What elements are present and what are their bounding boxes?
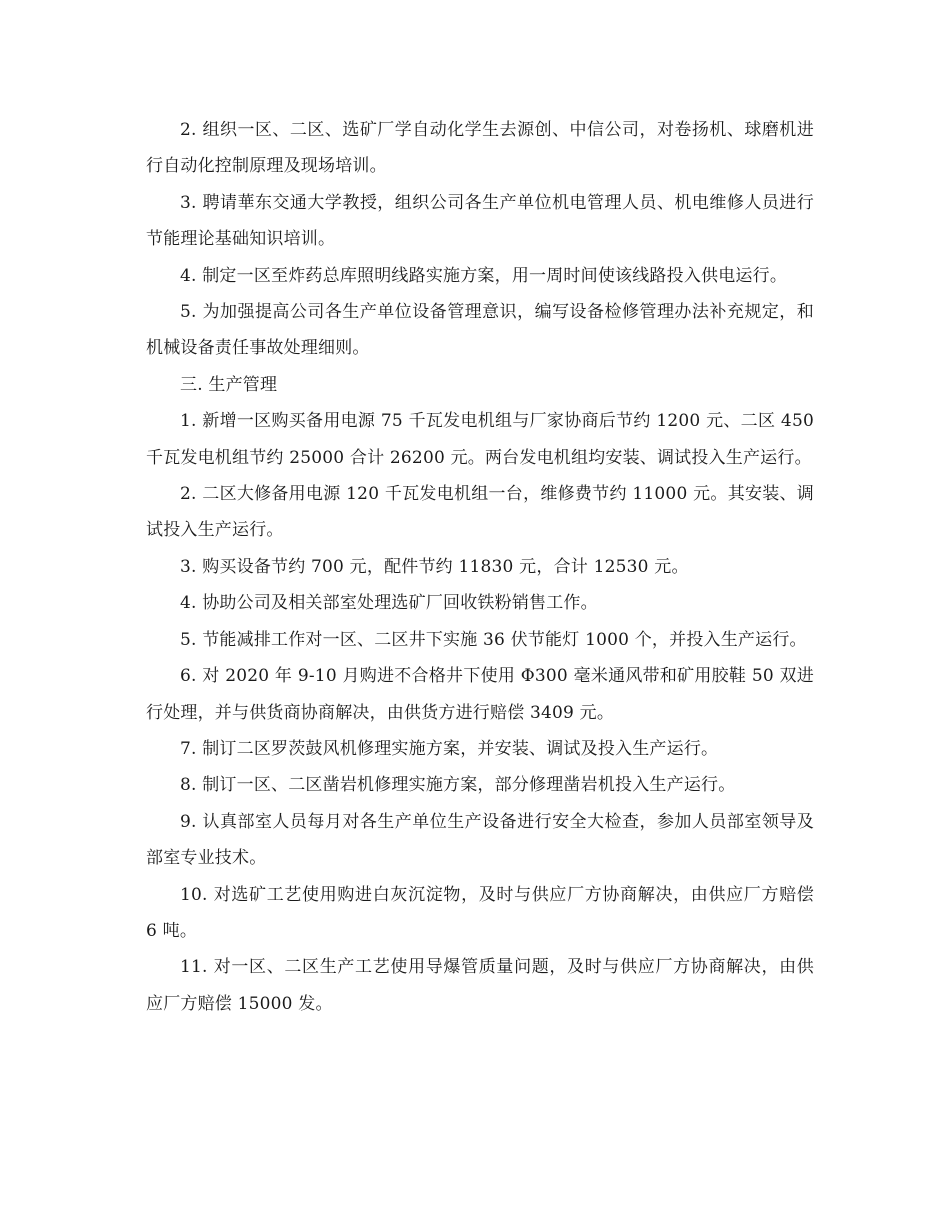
paragraph-item-5-energy-lamps: 5. 节能减排工作对一区、二区井下实施 36 伏节能灯 1000 个，并投入生产运行。 [180, 629, 807, 650]
section-heading-production: 三. 生产管理 [180, 374, 278, 395]
document-body [146, 112, 814, 1022]
paragraph-item-1-generators: 1. 新增一区购买备用电源 75 千瓦发电机组与厂家协商后节约 1200 元、二区 450 千瓦发电机组节约 25000 合计 26200 元。两台发电机组均安装、调试投入生产运行。 [146, 411, 814, 468]
paragraph-item-8-rock-drill: 8. 制订一区、二区凿岩机修理实施方案，部分修理凿岩机投入生产运行。 [180, 775, 736, 796]
paragraph-item-9-inspection: 9. 认真部室人员每月对各生产单位生产设备进行安全大检查，参加人员部室领导及部室专业技术。 [146, 811, 814, 869]
paragraph-item-7-blower: 7. 制订二区罗茨鼓风机修理实施方案，并安装、调试及投入生产运行。 [180, 738, 719, 759]
paragraph-item-3-training: 3. 聘请華东交通大学教授，组织公司各生产单位机电管理人员、机电维修人员进行节能理论基础知识培训。 [146, 192, 814, 250]
paragraph-item-3-savings: 3. 购买设备节约 700 元，配件节约 11830 元，合计 12530 元。 [180, 556, 689, 577]
paragraph-item-2-training: 2. 组织一区、二区、选矿厂学自动化学生去源创、中信公司，对卷扬机、球磨机进行自动化控制原理及现场培训。 [146, 120, 814, 177]
paragraph-item-11-detonator: 11. 对一区、二区生产工艺使用导爆管质量问题，及时与供应厂方协商解决，由供应厂方赔偿 15000 发。 [146, 957, 814, 1014]
paragraph-item-6-compensation: 6. 对 2020 年 9-10 月购进不合格井下使用 Φ300 毫米通风带和矿用胶鞋 50 双进行处理，并与供货商协商解决，由供货方进行赔偿 3409 元。 [146, 666, 814, 723]
paragraph-item-2-overhaul: 2. 二区大修备用电源 120 千瓦发电机组一台，维修费节约 11000 元。其安装、调试投入生产运行。 [146, 484, 814, 541]
paragraph-item-4-lighting: 4. 制定一区至炸药总库照明线路实施方案，用一周时间使该线路投入供电运行。 [180, 265, 788, 286]
paragraph-item-5-regulations: 5. 为加强提高公司各生产单位设备管理意识，编写设备检修管理办法补充规定，和机械设备责任事故处理细则。 [146, 302, 814, 359]
paragraph-item-4-iron-powder: 4. 协助公司及相关部室处理选矿厂回收铁粉销售工作。 [180, 593, 598, 614]
paragraph-item-10-lime: 10. 对选矿工艺使用购进白灰沉淀物，及时与供应厂方协商解决，由供应厂方赔偿 6 吨。 [146, 884, 814, 941]
